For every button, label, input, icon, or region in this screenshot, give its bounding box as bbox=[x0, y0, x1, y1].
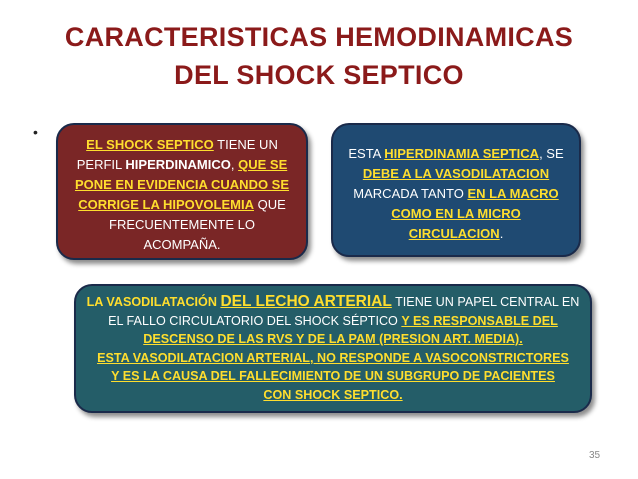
arterial-bed-term: DEL LECHO ARTERIAL bbox=[220, 293, 392, 310]
right-box-line-2 bbox=[343, 164, 569, 184]
bottom-text-a: TIENE UN PAPEL CENTRAL EN bbox=[391, 295, 580, 309]
vasoconstrictor-highlight: ESTA VASODILATACION ARTERIAL, NO RESPONDE A VASOCONSTRICTORES bbox=[97, 350, 569, 365]
rvs-pam-highlight: DESCENSO DE LAS RVS Y DE LA PAM (PRESION ART. MEDIA). bbox=[143, 332, 523, 346]
responsible-highlight: Y ES RESPONSABLE DEL bbox=[401, 313, 558, 328]
left-highlight-a: QUE SE bbox=[238, 157, 288, 172]
bottom-box-line-1 bbox=[84, 293, 582, 312]
macro-highlight: EN LA MACRO bbox=[467, 186, 559, 201]
bottom-box-line-2 bbox=[84, 312, 582, 331]
micro-highlight: COMO EN LA MICRO bbox=[391, 206, 521, 221]
left-text-a: TIENE UN bbox=[213, 137, 278, 152]
septic-shock-highlight: CON SHOCK SEPTICO. bbox=[263, 387, 403, 402]
left-highlight-c: CORRIGE LA HIPOVOLEMIA bbox=[78, 197, 254, 212]
bullet-marker: • bbox=[33, 124, 38, 140]
right-text-d: . bbox=[499, 226, 504, 241]
title-line-1: CARACTERISTICAS HEMODINAMICAS bbox=[64, 22, 574, 52]
hyperdynamic-term: HIPERDINAMICO bbox=[125, 157, 231, 172]
left-text-c: , bbox=[230, 157, 239, 172]
left-box-line-5: FRECUENTEMENTE LO bbox=[109, 217, 255, 232]
bottom-box-line-3 bbox=[84, 330, 582, 349]
circulation-highlight: CIRCULACION bbox=[408, 226, 500, 241]
mortality-highlight: Y ES LA CAUSA DEL FALLECIMIENTO DE UN SUBGRUPO DE PACIENTES bbox=[111, 369, 555, 383]
title-line-2: DEL SHOCK SEPTICO bbox=[174, 60, 464, 90]
right-box-line-3 bbox=[343, 184, 569, 204]
vasodilation-highlight: DEBE A LA VASODILATACION bbox=[362, 166, 550, 181]
septic-hyperdynamia-term: HIPERDINAMIA SEPTICA bbox=[384, 146, 540, 161]
right-box-line-1 bbox=[343, 144, 569, 164]
left-box-line-4 bbox=[68, 195, 296, 215]
left-box-line-2 bbox=[68, 155, 296, 175]
left-box-line-1 bbox=[68, 135, 296, 155]
right-text-a: ESTA bbox=[348, 146, 385, 161]
bottom-text-b: EL FALLO CIRCULATORIO DEL SHOCK SÉPTICO bbox=[108, 313, 402, 328]
vasodilation-label: LA VASODILATACIÓN bbox=[86, 295, 221, 309]
right-text-c: MARCADA TANTO bbox=[353, 186, 468, 201]
slide-title bbox=[0, 18, 638, 94]
left-text-b: PERFIL bbox=[76, 157, 126, 172]
septic-shock-term: EL SHOCK SEPTICO bbox=[86, 137, 214, 152]
septic-hyperdynamia-box bbox=[331, 123, 581, 257]
bottom-box-line-4 bbox=[84, 349, 582, 368]
right-box-line-5 bbox=[343, 224, 569, 244]
bottom-box-line-5 bbox=[84, 367, 582, 386]
page-number: 35 bbox=[589, 450, 601, 461]
arterial-vasodilation-box bbox=[74, 284, 592, 413]
left-box-line-3 bbox=[68, 175, 296, 195]
left-box-line-6: ACOMPAÑA. bbox=[143, 237, 221, 252]
right-box-line-4 bbox=[343, 204, 569, 224]
hyperdynamic-profile-box bbox=[56, 123, 308, 260]
left-text-d: QUE bbox=[253, 197, 286, 212]
bottom-box-line-6 bbox=[84, 386, 582, 405]
left-highlight-b: PONE EN EVIDENCIA CUANDO SE bbox=[74, 177, 290, 192]
right-text-b: , SE bbox=[539, 146, 564, 161]
